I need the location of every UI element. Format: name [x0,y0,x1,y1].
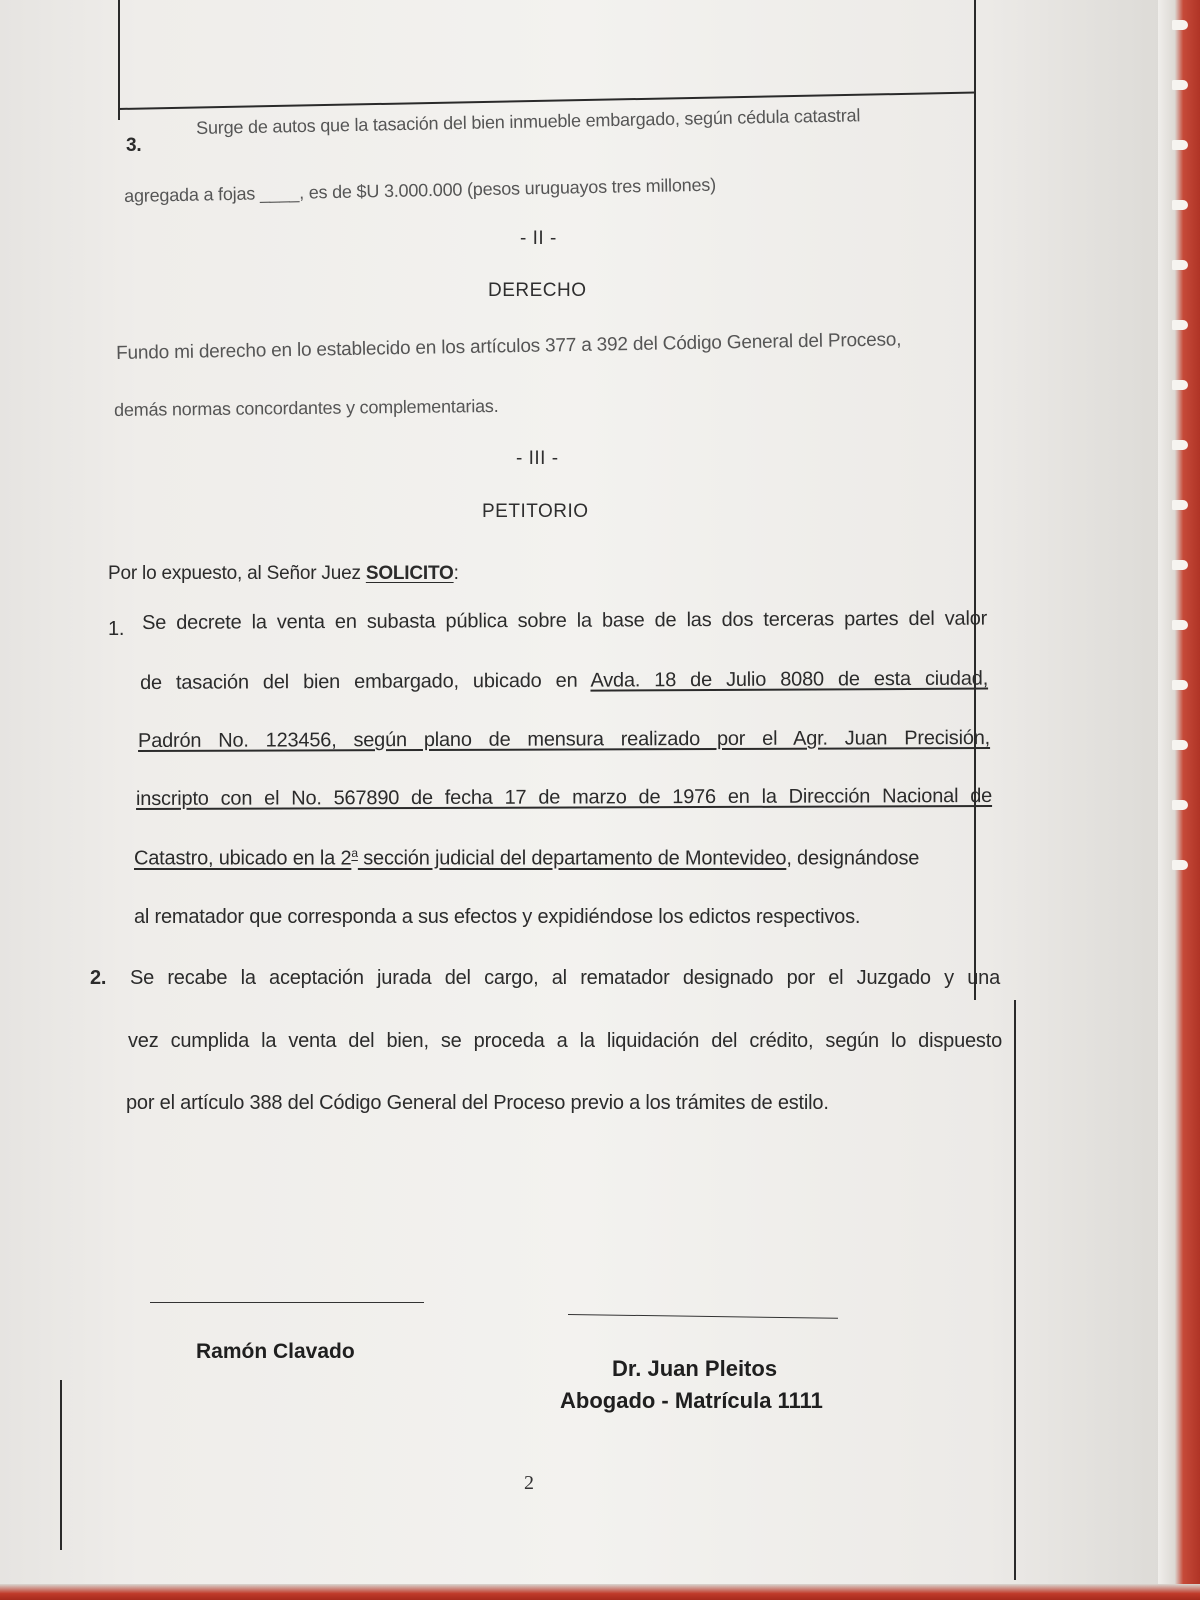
frame-right-border-lower [1014,1000,1016,1580]
petition-2-line-1: Se recabe la aceptación jurada del cargo, al rematador designado por el Juzgado y una [130,967,1000,989]
item-3-line-2-end: , es de $U 3.000.000 (pesos uruguayos tres millones) [298,174,717,203]
signature-line-right [568,1314,838,1319]
section-ordinal: a [351,846,358,860]
petition-1-number: 1. [108,618,125,640]
binding-notch [1172,320,1188,330]
item-3-line-2-start: agregada a fojas [124,183,256,206]
binding-notch [1172,680,1188,690]
derecho-line-1: Fundo mi derecho en lo establecido en los artículos 377 a 392 del Código General del Proceso, [116,329,902,364]
binding-notch [1172,140,1188,150]
item-3-line-2 [124,175,716,207]
signer-name-client: Ramón Clavado [196,1340,355,1363]
solicito-keyword: SOLICITO [365,563,454,584]
signature-line-left [150,1302,424,1303]
petition-2-number: 2. [90,967,107,989]
frame-left-border-lower [60,1380,62,1550]
binding-notch [1172,860,1188,870]
frame-right-border [974,0,976,1000]
binding-notch [1172,200,1188,210]
binding-notch [1172,800,1188,810]
binding-notch [1172,620,1188,630]
binding-notch [1172,440,1188,450]
petitorio-intro-text: Por lo expuesto, al Señor Juez [108,563,366,584]
petition-1-line-5-plain: , designándose [786,847,920,870]
binding-notch [1172,260,1188,270]
item-3-number: 3. [126,135,142,156]
frame-left-border [118,0,120,120]
binding-notch [1172,380,1188,390]
binding-notch [1172,20,1188,30]
petition-1-line-6: al rematador que corresponda a sus efectos y expidiéndose los edictos respectivos. [134,906,861,928]
lawyer-registration: Abogado - Matrícula 1111 [560,1388,823,1413]
petition-2-line-3: por el artículo 388 del Código General del Proceso previo a los trámites de estilo. [126,1092,829,1114]
spiral-binding-edge [1158,0,1200,1600]
section-3-numeral: - III - [516,448,559,469]
derecho-line-2: demás normas concordantes y complementarias. [114,395,499,420]
petition-1-line-3: Padrón No. 123456, según plano de mensura realizado por el Agr. Juan Precisión, [138,727,991,752]
petition-1-line-1: Se decrete la venta en subasta pública sobre la base de las dos terceras partes del valor [142,607,988,634]
section-3-title: PETITORIO [482,501,589,522]
petition-1-line-5 [134,846,919,871]
page-number: 2 [524,1472,534,1494]
fojas-blank: ____ [259,182,300,204]
petitorio-intro [108,563,459,585]
petitorio-intro-colon: : [453,563,459,584]
binding-notch [1172,740,1188,750]
section-2-numeral: - II - [520,228,557,249]
binding-notch [1172,80,1188,90]
petition-1-line-2-plain: de tasación del bien embargado, ubicado en [140,669,591,694]
item-3-line-1: Surge de autos que la tasación del bien inmueble embargado, según cédula catastral [196,105,861,138]
signer-name-lawyer: Dr. Juan Pleitos [612,1356,778,1381]
red-surface [0,1584,1200,1600]
catastro-location: Catastro, ubicado en la 2 [134,847,352,870]
binding-notch [1172,560,1188,570]
judicial-section: sección judicial del departamento de Montevideo [357,847,787,870]
property-address: Avda. 18 de Julio 8080 de esta ciudad, [590,667,989,692]
petition-1-line-2 [140,668,988,695]
section-2-title: DERECHO [488,280,587,301]
petition-2-line-2: vez cumplida la venta del bien, se proceda a la liquidación del crédito, según lo dispuesto [128,1030,1002,1052]
binding-notch [1172,500,1188,510]
petition-1-line-4: inscripto con el No. 567890 de fecha 17 de marzo de 1976 en la Dirección Nacional de [136,785,993,810]
